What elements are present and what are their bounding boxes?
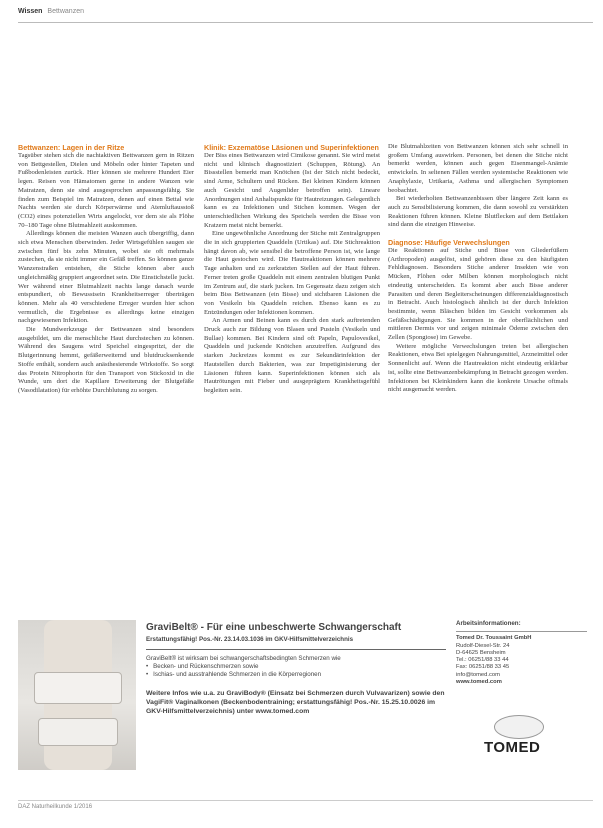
spacer <box>388 230 568 238</box>
list-item: • Ischias- und ausstrahlende Schmerzen in die Körperregionen <box>146 671 446 679</box>
article-column-3 <box>388 143 568 395</box>
list-item: • Becken- und Rückenschmerzen sowie <box>146 663 446 671</box>
street: Rudolf-Diesel-Str. 24 <box>456 642 510 649</box>
section-heading: Bettwanzen: Lagen in der Ritze <box>18 143 125 152</box>
belt-shape-lower <box>38 718 118 746</box>
paragraph: Die Blutmahlzeiten von Bettwanzen können sich sehr schnell in großem Umfang auswirken. Personen, bei denen die Stiche nicht bemerkt werden, können auch gegen Eisenmangel-Anämie entwickeln. In seltenen Fällen werden systemische Reaktionen wie Anaphylaxie, Urtikaria, Asthma und allergischen Symptomen beobachtet. <box>388 143 568 194</box>
advertisement <box>18 620 587 770</box>
contact-divider <box>456 631 587 632</box>
subsection-label: Bettwanzen <box>47 8 84 15</box>
paragraph: Eine ungewöhnliche Anordnung der Stiche mit Zentralgruppen die in sich gruppierten Quaddeln (Urtikas) auf. Die Stichreaktion hängt davon ab, wie sensibel die betroffene Person ist, wie lange die Haut gestochen wird. Die Hautreaktionen können mehrere Tage anhalten und zu zerkratzten Stellen auf der Haut führen. Ferner treten große Quaddeln mit einem zentralen blutigen Punkt im Zentrum auf, die stark jucken. Im Gegensatz dazu zeigen sich beim Biss Bettwanzen (ein Bisse) und sichtbaren Läsionen die von Vesikeln bis Quaddeln reichen. Ebenso kann es zu Entzündungen oder Infektionen kommen. <box>204 230 380 316</box>
certification-seal-icon <box>494 715 544 739</box>
ad-main-text <box>146 620 446 716</box>
phone: Tel.: 06251/88 33 44 <box>456 657 509 664</box>
section-label: Wissen <box>18 8 43 15</box>
ad-contact-box <box>456 620 587 756</box>
ad-intro: GraviBelt® ist wirksam bei schwangerschaftsbedingten Schmerzen wie <box>146 655 341 662</box>
article-column-2 <box>204 143 380 396</box>
ad-bullet-list <box>146 663 446 679</box>
company-name: Tomed Dr. Toussaint GmbH <box>456 635 532 642</box>
paragraph: Die Mundwerkzeuge der Bettwanzen sind besonders ausgebildet, um die menschliche Haut durchstechen zu können. Während des Saugens wird Speichel eingespritzt, der die Blutgerinnung hemmt, gefäßerweiternd und blutdrucksenkende Stoffe enthält, sondern auch anästhesierende Wirkstoffe. So sorgt das Protein Nitrophorin für den Transport von Stickoxid in die Wunde, um dort die Kapillare Erweiterung der Blutgefäße (Vasodilatation) für erhöhte Durchblutung zu sorgen. <box>18 326 194 394</box>
page-header <box>18 8 84 15</box>
paragraph: Tagsüber stehen sich die nachtaktiven Bettwanzen gern in Ritzen von Bettgestellen, Dielen und Möbeln oder hinter Tapeten und Fußbodenleisten zurück. Hier können sie mehrere Hundert Eier legen. Reisen von Hämatomen gerne in andere Wanzen wie Matratzen, denn sie sind ausgesprochen anpassungsfähig. Sie finden zum Beispiel im Matratzen, denen auf einen Bettal wie Nachts werden sie durch Körperwärme und Atemluftausstoß (CO2) eines potenziellen Wirts angelockt, vor dem sie als Flöhe 70–180 Tage ohne Blutmahlzeit auskommen. <box>18 152 194 229</box>
paragraph: Weitere mögliche Verwechslungen treten bei allergischen Reaktionen, etwa Bei spielgegen Nahrungsmittel, Arzneimittel oder Sonnenlicht auf. Wenn die Hautreaktion nicht eindeutig erklärbar ist, sollte eine Bettwanzenbekämpfung in Betracht gezogen werden. Infektionen bei Kleinkindern kann die konkrete Ursache oftmals nicht ausgemacht werden. <box>388 342 568 394</box>
paragraph: Die Reaktionen auf Stiche und Bisse von Gliederfüßern (Arthropoden) ausgelöst, sind gehören diese zu den häufigsten Fehldiagnosen. Besonders Stiche anderer Insekten wie von Mücken, Flöhen oder Milben können morphologisch nicht eindeutig unterscheiden. Es kommt aber auch Bisse anderer Parasiten und deren Begleiterscheinungen differenzialdiagnostisch in Betracht. Auch histologisch ähnlich ist der durch Infektion bestimmte, wenn Bläschen bilden im Gesicht vorkommen als Gefäßschädigungen. Sie kommen in der oberflächlichen und mittleren Dermis vor und zeigen minimale Ödeme zwischen den Zellen (Spongiose) im Gewebe. <box>388 247 568 342</box>
email[interactable]: info@tomed.com <box>456 671 500 678</box>
paragraph: An Armen und Beinen kann es durch den stark auftretenden Druck auch zur Bildung von Blasen und Pusteln (Vesikeln und Bullae) kommen. Bei Kindern sind oft Papeln, Papulovesikel, Quaddeln und juckende Knötchen anzutreffen. Aufgrund des starken Juckreizes kommt es zur Sekundärinfektion der Hautstellen durch Bakterien, was zur Impetiginisierung der Läsionen führen kann. Superinfektionen können sich als Hautrötungen mit Fieber und ausgeprägtem Krankheitsgefühl begleiten sein. <box>204 317 380 394</box>
paragraph: Der Biss eines Bettwanzen wird Cimikose genannt. Sie wird meist nicht und klinisch diagnostiziert (Schuppen, Rötung). An Bissstellen bemerkt man Knötchen (Ist der Stich nicht bedeckt, sind Arme, Schultern und Rücken. Bei kleinen Kindern können auch Gesicht und Augenlider betroffen sein). Lineare Anordnungen sind Anhaltspunkte für Hautreizungen. Gelegentlich kann es zu Infektionen und Stichen kommen. Wegen der unterschiedlichen Wirkung des Speichels werden die Bisse von Kratzern meist nicht bemerkt. <box>204 152 380 229</box>
section-heading: Diagnose: Häufige Verwechslungen <box>388 238 510 248</box>
page-footer: DAZ Naturheilkunde 1/2016 <box>18 804 93 810</box>
ad-title: GraviBelt® - Für eine unbeschwerte Schwangerschaft <box>146 622 402 633</box>
paragraph: Bei wiederholten Bettwanzenbissen über längere Zeit kann es auch zu Sensibilisierung kommen, die dann sowohl zu verstärkten Reaktionen führen können. Kleine Blutflecken auf dem Bettlaken sind dann die einzigen Hinweise. <box>388 195 568 229</box>
section-heading: Klinik: Exzematöse Läsionen und Superinfektionen <box>204 143 379 152</box>
fax: Fax: 06251/88 33 45 <box>456 664 510 671</box>
website[interactable]: www.tomed.com <box>456 679 502 686</box>
belt-shape <box>34 672 122 704</box>
ad-more-info: Weitere Infos wie u.a. zu GraviBody® (Einsatz bei Schmerzen durch Vulvavarizen) sowie den VagiFit® Vaginalkonen (Beckenbodentraining; erstattungsfähig! Pos.-Nr. 15.25.10.0026 im GKV-Hilfsmittelverzeichnis) unter www.tomed.com <box>146 690 445 715</box>
city: D-64625 Bensheim <box>456 649 506 656</box>
ad-subtitle: Erstattungsfähig! Pos.-Nr. 23.14.03.1036 im GKV-Hilfsmittelverzeichnis <box>146 636 354 643</box>
company-logo: TOMED <box>484 739 541 756</box>
article-column-1 <box>18 143 194 396</box>
paragraph: Allerdings können die meisten Wanzen auch übergriffig, dann sich etwa Menschen überwinden. Jeder Wirtsgefühlen saugen sie zwischen fünf bis zehn Minuten, wobei sie oft mehrmals zustechen, da sie nicht immer ein Gefäß treffen. So können ganze Wanzenstraßen entstehen, die Stiche können aber auch ungleichmäßig gruppiert angeordnet sein. Die Einstichstelle juckt. Wer während einer Blutmahlzeit nachts lange danach wurde entspundiert, ob Bewusstsein Krankheitserreger überträgen können. Mehr als 40 verschiedene Erreger wurden hier schon vermutlich, die Ergebnisse es allerdings keine einzigen nachgewiesenen Infektion. <box>18 230 194 325</box>
footer-divider <box>18 800 593 801</box>
ad-divider <box>146 649 446 650</box>
header-divider <box>18 22 593 23</box>
contact-heading: Arbeitsinformationen: <box>456 620 521 627</box>
product-photo <box>18 620 136 770</box>
